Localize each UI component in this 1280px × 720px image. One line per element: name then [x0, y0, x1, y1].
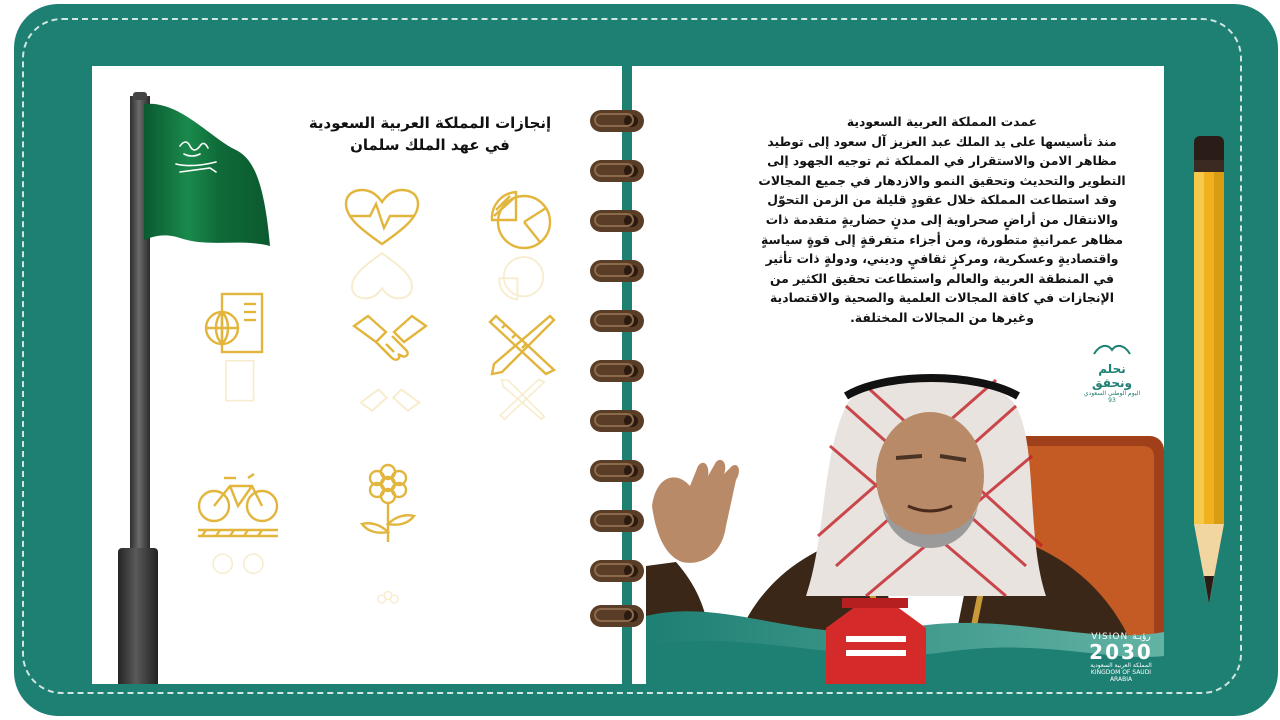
- spiral-ring: [590, 605, 644, 627]
- ring-wire: [594, 413, 634, 427]
- heart-pulse-icon: [342, 188, 422, 248]
- spiral-ring: [590, 210, 644, 232]
- spiral-ring: [590, 560, 644, 582]
- body-paragraph: [716, 112, 1168, 328]
- text-line: في المنطقة العربية والعالم واستطاعت تحقيق الكثير من: [769, 270, 1115, 286]
- logo-mark-icon: [1092, 340, 1132, 358]
- text-line: عمدت المملكة العربية السعودية: [846, 114, 1038, 129]
- vision-year: 2030: [1089, 640, 1153, 664]
- spiral-ring: [590, 360, 644, 382]
- vision-label: VISION رؤيـة: [1091, 632, 1151, 642]
- text-line: الإنجازات في كافة المجالات العلمية والصحية والاقتصادية: [770, 290, 1114, 306]
- ring-wire: [594, 163, 634, 177]
- national-day-title: نحلم ونحقق: [1091, 362, 1133, 390]
- title-line-2: في عهد الملك سلمان: [350, 136, 510, 154]
- text-line: والانتقال من أراضٍ صحراوية إلى مدنٍ حضاريةٍ متقدمة ذات: [765, 211, 1119, 227]
- flower-plant-icon-reflection: [358, 556, 418, 608]
- ring-wire: [594, 563, 634, 577]
- bicycle-icon: [196, 468, 280, 540]
- text-line: مظاهر عمرانيةٍ متطورة، ومن أجزاء متفرقةٍ إلى قوةٍ سياسةٍ: [760, 231, 1124, 247]
- ring-wire: [594, 263, 634, 277]
- bicycle-icon-reflection: [196, 542, 280, 588]
- ring-wire: [594, 313, 634, 327]
- ring-wire: [594, 113, 634, 127]
- heart-pulse-icon-reflection: [342, 250, 422, 300]
- pencil-icon: [1192, 130, 1226, 610]
- national-day-subtitle: اليوم الوطني السعودي 93: [1083, 390, 1141, 404]
- ring-wire: [594, 463, 634, 477]
- spiral-ring: [590, 510, 644, 532]
- text-line: منذ تأسيسها على يد الملك عبد العزيز آل سعود إلى توطيد: [767, 133, 1117, 149]
- building-globe-icon: [200, 292, 270, 356]
- title-line-1: إنجازات المملكة العربية السعودية: [308, 114, 552, 132]
- text-line: مظاهر الامن والاستقرار في المملكة ثم توجيه الجهود إلى: [767, 153, 1117, 169]
- building-globe-icon-reflection: [200, 358, 270, 402]
- text-line: وغيرها من المجالات المختلفة.: [850, 309, 1034, 325]
- vision-2030-logo: [1080, 632, 1162, 683]
- text-line: التطوير والتحديث وتحقيق النمو والازدهار في جميع المجالات: [758, 172, 1126, 188]
- ruler-pencil-icon: [488, 312, 558, 376]
- flag-pole-base: [118, 548, 158, 684]
- ruler-pencil-icon-reflection: [488, 378, 558, 422]
- ring-wire: [594, 363, 634, 377]
- handshake-icon-reflection: [352, 370, 428, 414]
- saudi-flag-icon: [140, 98, 272, 258]
- text-line: وقد استطاعت المملكة خلال عقودٍ قليلة من الزمن التحوّل: [767, 192, 1117, 208]
- handshake-icon: [352, 312, 428, 366]
- ring-wire: [594, 513, 634, 527]
- vision-subtitle-en: KINGDOM OF SAUDI ARABIA: [1090, 669, 1152, 683]
- spiral-ring: [590, 160, 644, 182]
- pie-chart-icon-reflection: [486, 254, 558, 304]
- spiral-ring: [590, 260, 644, 282]
- spiral-ring: [590, 310, 644, 332]
- spiral-ring: [590, 460, 644, 482]
- page-title: [300, 112, 560, 156]
- text-line: واقتصاديةٍ وعسكرية، ومركزٍ ثقافيٍ وديني، ودولةٍ ذات تأثير: [765, 251, 1119, 267]
- vision-subtitle-ar: المملكة العربية السعودية: [1090, 662, 1152, 669]
- pie-chart-icon: [486, 186, 558, 252]
- flower-plant-icon: [358, 462, 418, 554]
- ring-wire: [594, 608, 634, 622]
- spiral-ring: [590, 410, 644, 432]
- spiral-ring: [590, 110, 644, 132]
- ring-wire: [594, 213, 634, 227]
